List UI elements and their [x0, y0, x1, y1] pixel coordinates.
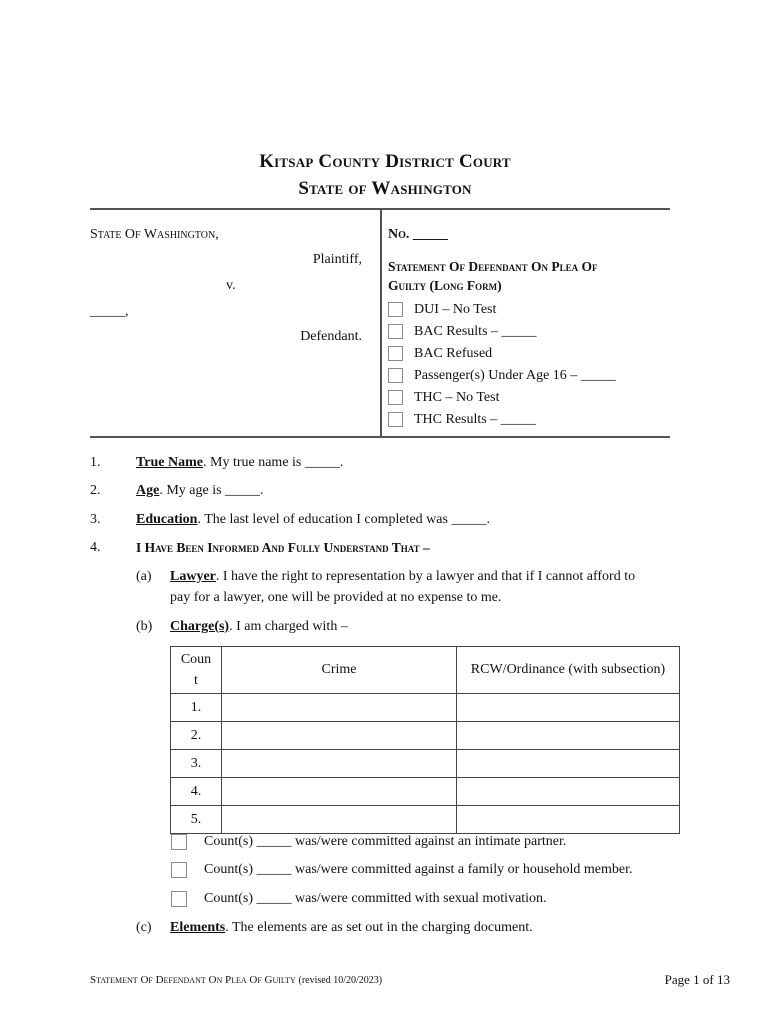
- sub-letter: (a): [136, 569, 152, 584]
- sub-heading: Charge(s): [170, 619, 230, 634]
- item-heading: True Name: [136, 455, 203, 470]
- item-number: 3.: [90, 512, 101, 527]
- count-cell: 4.: [171, 778, 222, 806]
- crime-cell[interactable]: [222, 806, 457, 834]
- checkbox[interactable]: [388, 412, 403, 427]
- item-true-name: [136, 455, 343, 471]
- item-number: 2.: [90, 483, 101, 498]
- checkbox[interactable]: [388, 302, 403, 317]
- checkbox[interactable]: [388, 368, 403, 383]
- court-state: State of Washington: [298, 178, 472, 199]
- state-party: State Of Washington,: [90, 227, 219, 242]
- table-row: [171, 694, 680, 722]
- table-row: [171, 722, 680, 750]
- count-check-label: Count(s) _____ was/were committed with sexual motivation.: [204, 891, 547, 906]
- doc-title-line1: Statement Of Defendant On Plea Of: [388, 259, 598, 274]
- footer-revised: (revised 10/20/2023): [298, 975, 383, 986]
- rcw-cell[interactable]: [457, 750, 680, 778]
- count-check-label: Count(s) _____ was/were committed against an intimate partner.: [204, 834, 567, 849]
- sub-item-charges: [170, 619, 348, 635]
- sub-letter: (c): [136, 920, 152, 935]
- doc-title-line2: Guilty (Long Form): [388, 278, 502, 293]
- table-row: [171, 806, 680, 834]
- checkbox[interactable]: [171, 862, 187, 878]
- charges-table: [170, 646, 680, 834]
- sub-text: . I have the right to representation by a lawyer and that if I cannot afford to: [215, 569, 636, 584]
- option-label: THC Results – _____: [414, 412, 536, 427]
- case-number[interactable]: No. _____: [388, 227, 448, 242]
- item-education: [136, 512, 490, 528]
- option-label: THC – No Test: [414, 390, 500, 405]
- defendant-label: Defendant.: [300, 329, 362, 344]
- crime-cell[interactable]: [222, 750, 457, 778]
- sub-text: . I am charged with –: [229, 619, 348, 634]
- rcw-cell[interactable]: [457, 806, 680, 834]
- count-check-label: Count(s) _____ was/were committed against a family or household member.: [204, 862, 633, 877]
- option-label: BAC Results – _____: [414, 324, 537, 339]
- item-text[interactable]: . My true name is _____.: [203, 455, 344, 470]
- footer-doc-title: Statement Of Defendant On Plea Of Guilty: [90, 974, 296, 986]
- col-header-count: Coun t: [171, 647, 222, 694]
- rcw-cell[interactable]: [457, 722, 680, 750]
- checkbox[interactable]: [171, 891, 187, 907]
- count-cell: 3.: [171, 750, 222, 778]
- item-heading: Education: [136, 512, 198, 527]
- checkbox[interactable]: [171, 834, 187, 850]
- sub-text-continued: pay for a lawyer, one will be provided at no expense to me.: [170, 590, 502, 605]
- versus: v.: [226, 278, 236, 293]
- checkbox[interactable]: [388, 390, 403, 405]
- table-row: [171, 750, 680, 778]
- option-label: BAC Refused: [414, 346, 493, 361]
- table-header-row: [171, 647, 680, 694]
- count-cell: 5.: [171, 806, 222, 834]
- sub-heading: Lawyer: [170, 569, 216, 584]
- item-heading: Age: [136, 483, 160, 498]
- page-number: Page 1 of 13: [664, 972, 730, 987]
- item-number: 4.: [90, 540, 101, 555]
- item-text[interactable]: . My age is _____.: [159, 483, 264, 498]
- item-text[interactable]: . The last level of education I completed was _____.: [197, 512, 490, 527]
- checkbox[interactable]: [388, 324, 403, 339]
- col-header-crime: Crime: [222, 647, 457, 694]
- sub-letter: (b): [136, 619, 153, 634]
- caption-bottom-rule: [90, 436, 670, 438]
- count-cell: 1.: [171, 694, 222, 722]
- sub-heading: Elements: [170, 920, 226, 935]
- col-header-rcw: RCW/Ordinance (with subsection): [457, 647, 680, 694]
- plaintiff-label: Plaintiff,: [312, 252, 362, 267]
- option-label: Passenger(s) Under Age 16 – _____: [414, 368, 616, 383]
- item-informed-heading: I Have Been Informed And Fully Understand That –: [136, 540, 430, 555]
- court-name: Kitsap County District Court: [259, 151, 511, 172]
- crime-cell[interactable]: [222, 722, 457, 750]
- crime-cell[interactable]: [222, 778, 457, 806]
- sub-text: . The elements are as set out in the charging document.: [225, 920, 533, 935]
- item-age: [136, 483, 264, 499]
- table-row: [171, 778, 680, 806]
- footer-title: [90, 974, 382, 986]
- sub-item-lawyer: [170, 569, 635, 585]
- sub-item-elements: [170, 920, 533, 936]
- caption-divider: [380, 208, 382, 437]
- defendant-name[interactable]: _____,: [90, 304, 129, 319]
- rcw-cell[interactable]: [457, 694, 680, 722]
- crime-cell[interactable]: [222, 694, 457, 722]
- item-number: 1.: [90, 455, 101, 470]
- option-label: DUI – No Test: [414, 302, 497, 317]
- rcw-cell[interactable]: [457, 778, 680, 806]
- count-cell: 2.: [171, 722, 222, 750]
- checkbox[interactable]: [388, 346, 403, 361]
